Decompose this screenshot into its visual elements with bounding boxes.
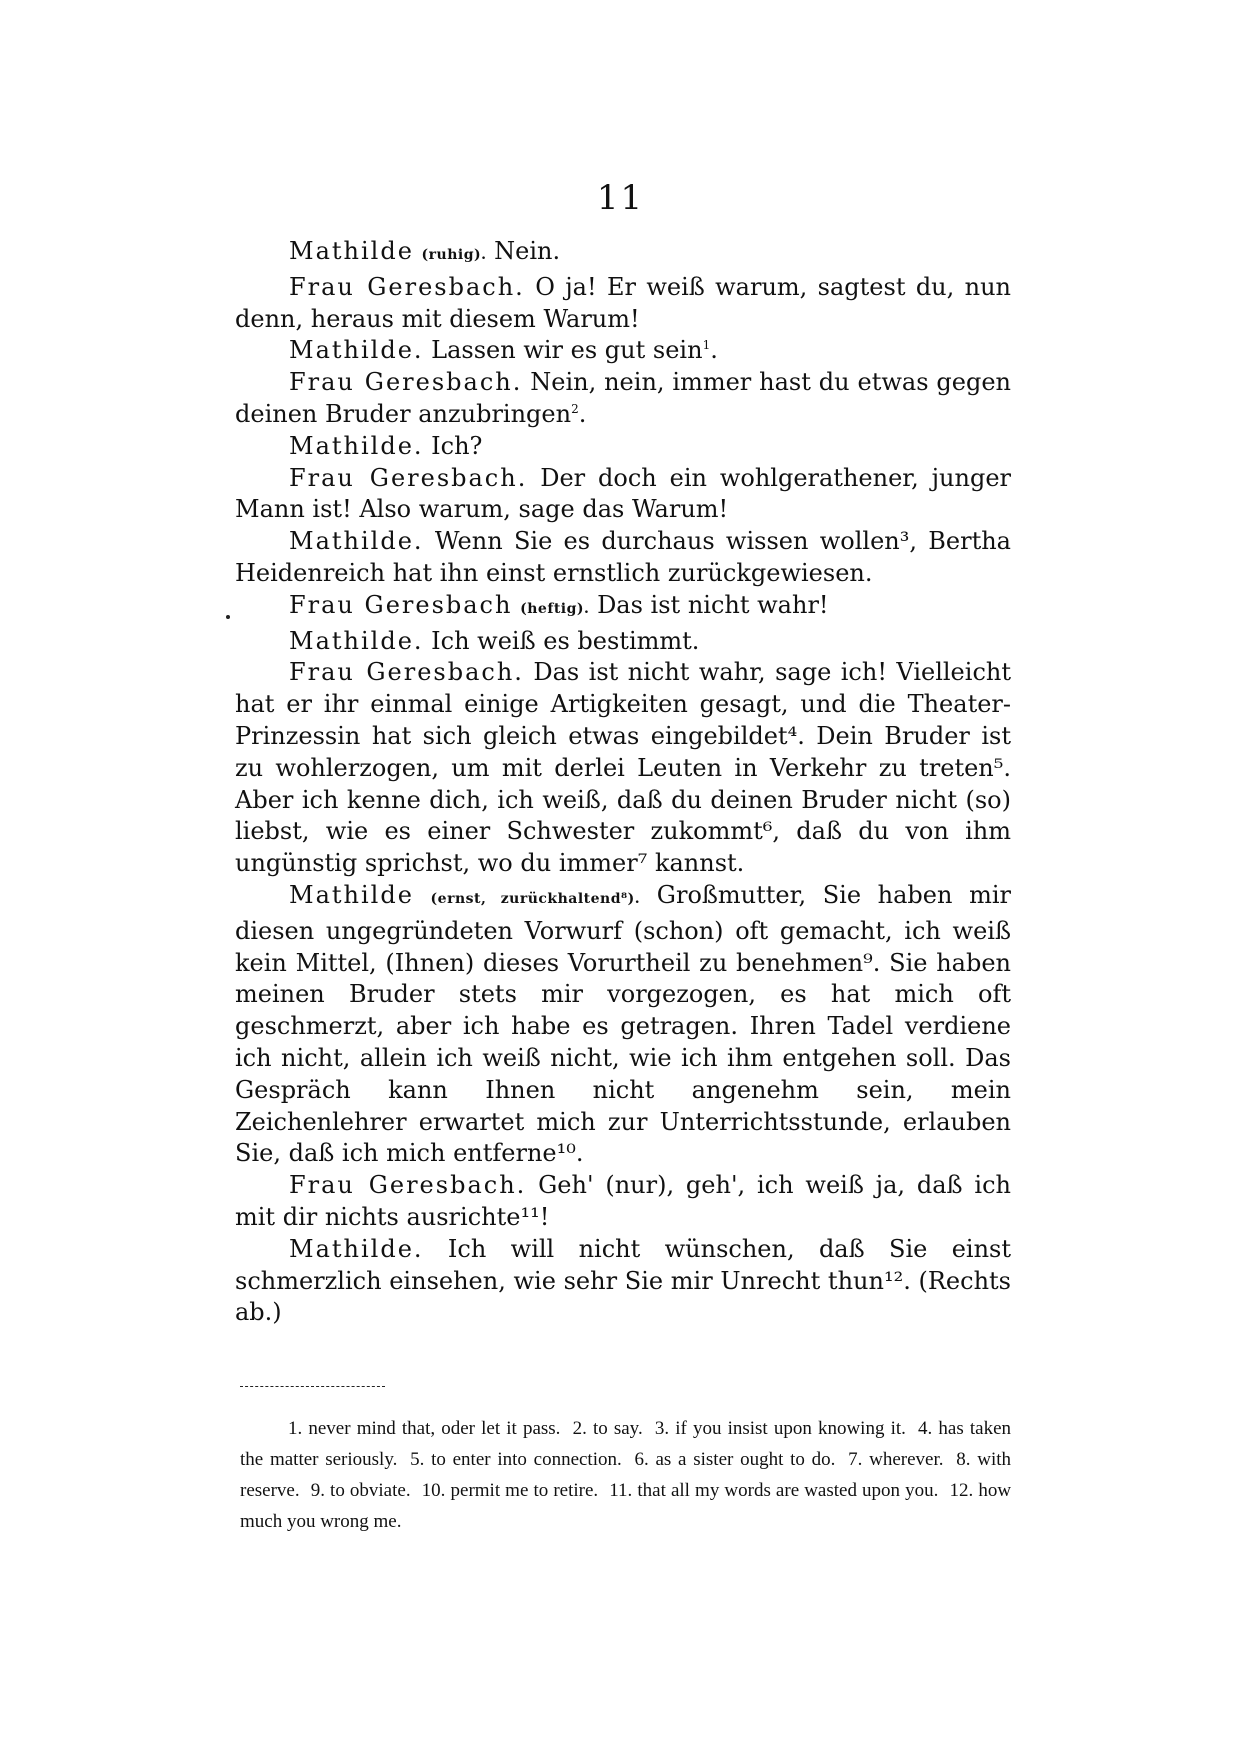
stage-direction: (heftig). bbox=[520, 600, 590, 617]
speech-text: Ich? bbox=[431, 431, 483, 460]
speaker-name: Frau Geresbach. bbox=[289, 1171, 527, 1200]
stage-direction: (ernst, zurückhaltend⁸). bbox=[430, 890, 641, 907]
footnote-separator bbox=[240, 1386, 385, 1387]
footnote: 2. to say. bbox=[572, 1418, 643, 1439]
speech-text: Das ist nicht wahr, sage ich! Vielleicht hat er ihr einmal einige Artigkeiten gesagt, und die Theater-Prinzessin hat sich gleich etwas eingebildet⁴. Dein Bruder ist zu wohlerzogen, um mit derlei Leuten in Verkehr zu treten⁵. Aber ich kenne dich, ich weiß, daß du deinen Bruder nicht (so) liebst, wie es einer Schwester zukommt⁶, daß du von ihm ungünstig sprichst, wo du immer⁷ kannst. bbox=[235, 658, 1011, 878]
speech-text: Wenn Sie es durchaus wissen wollen³, Bertha Heidenreich hat ihn einst ernstlich zurückgewiesen. bbox=[235, 527, 1011, 587]
footnote: 9. to obviate. bbox=[310, 1480, 411, 1501]
speech-text: Nein. bbox=[494, 237, 561, 265]
speaker-name: Mathilde. bbox=[289, 527, 424, 556]
footnote: 1. never mind that, oder let it pass. bbox=[288, 1418, 561, 1439]
footnotes bbox=[240, 1413, 1011, 1537]
footnote: 10. permit me to retire. bbox=[421, 1480, 599, 1501]
dialogue-line bbox=[235, 272, 1011, 336]
speaker-name: Frau Geresbach. bbox=[289, 272, 525, 301]
speech-text: Der doch ein wohlgerathener, junger Mann ist! Also warum, sage das Warum! bbox=[235, 463, 1012, 524]
footnote: 4. has taken the matter seriously. bbox=[240, 1418, 1012, 1470]
footnote: 3. if you insist upon knowing it. bbox=[654, 1418, 906, 1439]
speaker-name: Mathilde. bbox=[289, 626, 424, 655]
speaker-name: Frau Geresbach. bbox=[289, 368, 523, 397]
dialogue-line bbox=[235, 657, 1011, 880]
dialogue-line: Mathilde. Lassen wir es gut sein$^1$. bbox=[289, 336, 718, 365]
speech-text: Lassen wir es gut sein bbox=[431, 336, 703, 365]
dialogue-line bbox=[235, 1170, 1011, 1234]
footnote: 5. to enter into connection. bbox=[410, 1449, 622, 1470]
speech-text: Großmutter, Sie haben mir diesen ungegründeten Vorwurf (schon) oft gemacht, ich weiß kein Mittel, (Ihnen) dieses Vorurtheil zu benehmen⁹. Sie haben meinen Bruder stets mir vorgezogen, es hat mich oft geschmerzt, aber ich habe es getragen. Ihren Tadel verdiene ich nicht, allein ich weiß nicht, wie ich ihm entgehen soll. Das Gespräch kann Ihnen nicht angenehm sein, mein Zeichenlehrer erwartet mich zur Unterrichtsstunde, erlauben Sie, daß ich mich entferne¹⁰. bbox=[235, 880, 1011, 1168]
stage-direction: (ruhig). bbox=[421, 247, 487, 263]
speaker-name: Frau Geresbach bbox=[289, 590, 513, 619]
speaker-name: Mathilde. bbox=[289, 1234, 424, 1263]
speaker-name: Frau Geresbach. bbox=[289, 463, 528, 492]
margin-mark bbox=[226, 615, 230, 619]
footnote-ref: 1 bbox=[702, 338, 711, 353]
footnote: 8. with reserve. bbox=[240, 1449, 1012, 1501]
speaker-name: Mathilde bbox=[289, 237, 414, 265]
page-number: 11 bbox=[596, 178, 645, 218]
dialogue-line bbox=[235, 236, 1011, 272]
speech-text: Ich will nicht wünschen, daß Sie einst schmerzlich einsehen, wie sehr Sie mir Unrecht thun¹². (Rechts ab.) bbox=[235, 1234, 1011, 1327]
speaker-name: Mathilde bbox=[289, 880, 414, 909]
footnote: 6. as a sister ought to do. bbox=[634, 1449, 836, 1470]
speaker-name: Mathilde. bbox=[289, 431, 424, 460]
speech-text: Nein, nein, immer hast du etwas gegen deinen Bruder anzubringen bbox=[235, 368, 1011, 428]
dialogue-line bbox=[235, 590, 1011, 626]
speech-text: Das ist nicht wahr! bbox=[597, 590, 829, 619]
speech-text: Ich weiß es bestimmt. bbox=[431, 626, 700, 655]
footnote-ref: 2 bbox=[571, 401, 579, 416]
dialogue-line: Frau Geresbach. Nein, nein, immer hast du etwas gegen deinen Bruder anzubringen$^2$. bbox=[235, 368, 1011, 428]
dialogue-body bbox=[235, 236, 1011, 1329]
dialogue-line bbox=[235, 880, 1011, 1170]
speech-text: Geh' (nur), geh', ich weiß ja, daß ich mit dir nichts ausrichte¹¹! bbox=[235, 1171, 1011, 1231]
speech-text: O ja! Er weiß warum, sagtest du, nun denn, heraus mit diesem Warum! bbox=[235, 272, 1011, 333]
footnote: 12. how much you wrong me. bbox=[240, 1480, 1012, 1532]
footnote: 11. that all my words are wasted upon you. bbox=[609, 1480, 939, 1501]
dialogue-line bbox=[235, 626, 1011, 658]
dialogue-line bbox=[235, 526, 1011, 590]
speaker-name: Mathilde. bbox=[289, 336, 424, 365]
dialogue-line bbox=[235, 463, 1011, 527]
dialogue-line bbox=[235, 1234, 1011, 1329]
footnote: 7. wherever. bbox=[848, 1449, 944, 1470]
speaker-name: Frau Geresbach. bbox=[289, 658, 524, 687]
dialogue-line bbox=[235, 431, 1011, 463]
